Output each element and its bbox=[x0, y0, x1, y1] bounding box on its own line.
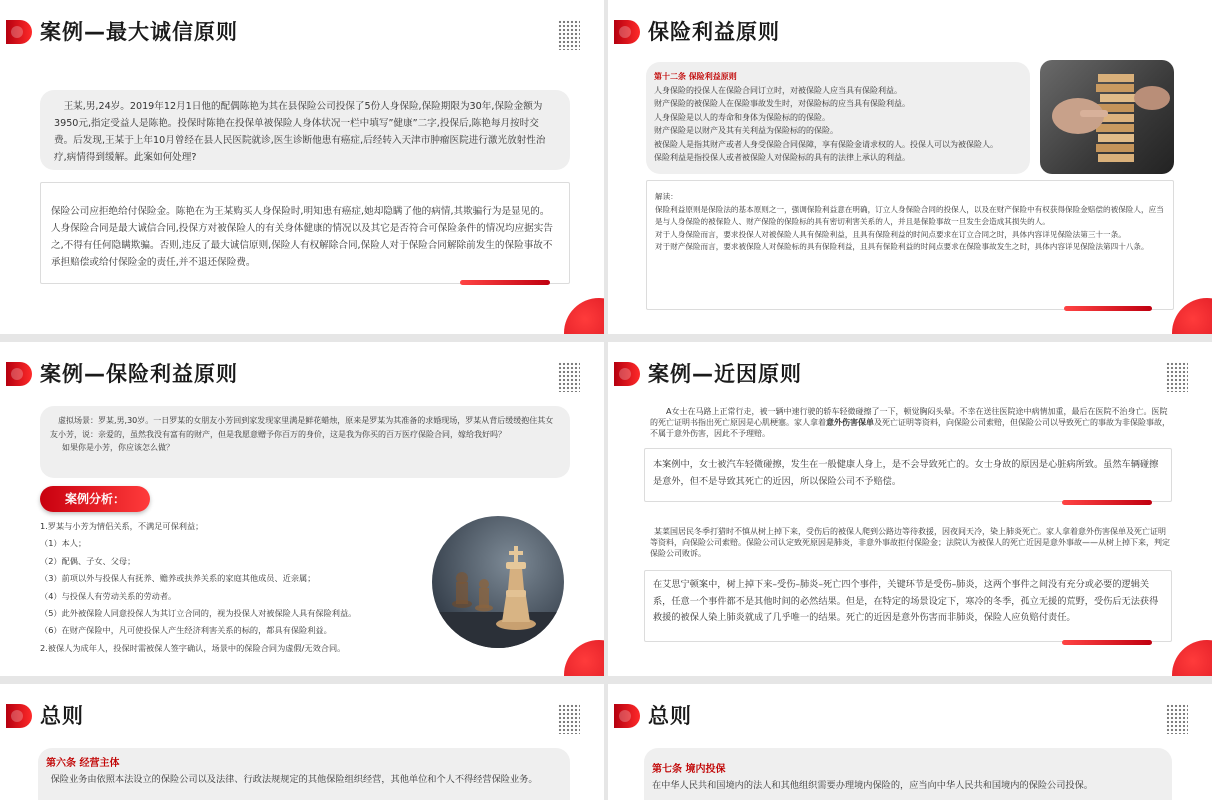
chess-photo bbox=[432, 516, 564, 648]
analysis-item: （2）配偶、子女、父母； bbox=[40, 555, 136, 566]
case2-text: 某菜国居民冬季打猎时不慎从树上掉下来，受伤后的被保人爬到公路边等待救援，因夜间天冷，染上肺炎死亡。家人拿着意外伤害保单及死亡证明等资料，向保险公司索赔。保险公司认定致死原因是肺炎，非意外事故拒付保险金；法院认为被保人的死亡近因是意外事故——从树上掉下来，判定保险公司败诉。 bbox=[650, 527, 1170, 558]
article-line: 财产保险的被保险人在保险事故发生时，对保险标的应当具有保险利益。 bbox=[654, 99, 910, 108]
answer2-text: 在艾思宁顿案中，树上掉下来–受伤–肺炎–死亡四个事件，关键环节是受伤–肺炎，这两个事件之间没有充分或必要的逻辑关系，任意一个事件都不是其他时间的必然结果。但是，在特定的场景设定下，寒冷的冬季，孤立无援的荒野，受伤后无法获得救援的被保人染上肺炎就成了几乎唯一的结果。死亡的近因是意外伤害而非肺炎，保险人应负赔付责任。 bbox=[653, 579, 1159, 623]
article-panel bbox=[646, 62, 1030, 174]
analysis-item: （4）与投保人有劳动关系的劳动者。 bbox=[40, 590, 177, 601]
title-marker-icon bbox=[6, 704, 32, 728]
slide-title: 案例—最大诚信原则 bbox=[40, 20, 238, 44]
title-marker-icon bbox=[6, 20, 32, 44]
case1-text-part: A女士在马路上正常行走，被一辆中速行驶的轿车轻微碰擦了一下，顿觉胸闷头晕。不幸在送往医院途中病情加重，最后在医院不治身亡。医院的死亡证明书指出死亡原因是心肌梗塞。家人拿着 bbox=[650, 407, 1168, 427]
slide-title: 案例—保险利益原则 bbox=[40, 362, 238, 386]
article-heading: 第十二条 保险利益原则 bbox=[654, 72, 737, 81]
corner-decoration bbox=[564, 298, 604, 334]
title-marker-icon bbox=[614, 20, 640, 44]
title-marker-icon bbox=[614, 362, 640, 386]
analysis-item: （5）此外被保险人同意投保人为其订立合同的，视为投保人对被保险人具有保险利益。 bbox=[40, 608, 357, 619]
case-text: 王某,男,24岁。2019年12月1日他的配偶陈艳为其在县保险公司投保了5份人身保险,保险期限为30年,保险金额为3950元,指定受益人是陈艳。投保时陈艳在投保单被保险人身体状况一栏中填写”健康”二字,投保后,陈艳每月按时交费。后发现,王某于上年10月曾经在县人民医院就诊,医生诊断他患有癌症,后经转入天津市肿瘤医院进行激光放射性治疗,病情得到缓解。此案如何处理? bbox=[54, 101, 546, 163]
red-accent-bar bbox=[1062, 640, 1152, 645]
analysis-item: 2.被保人为成年人，投保时需被保人签字确认，场景中的保险合同为虚假/无效合同。 bbox=[40, 642, 346, 653]
jenga-tower-icon bbox=[1040, 60, 1174, 174]
answer-text: 保险公司应拒绝给付保险金。陈艳在为王某购买人身保险时,明知患有癌症,她却隐瞒了他的病情,其欺骗行为是显见的。人身保险合同是最大诚信合同,投保方对被保险人的有关身体健康的情况以及其它是否符合可保险条件的情况均应据实告之,不得有任何隐瞒欺骗。否则,违反了最大诚信原则,保险人有权解除合同,保险人对于保险合同解除前发生的保险事故不承担赔偿或给付保险金的责任,并不退还保险费。 bbox=[51, 206, 553, 268]
article-line: 保险利益是指投保人或者被保险人对保险标的具有的法律上承认的利益。 bbox=[654, 153, 910, 162]
slide-general-provisions-6[interactable] bbox=[0, 684, 604, 800]
case1-text bbox=[650, 406, 1172, 439]
interpretation-line: 对于财产保险而言，要求被保险人对保险标的具有保险利益，且具有保险利益的时间点要求在保险事故发生之时，具体内容详见保险法第四十八条。 bbox=[655, 242, 1149, 251]
analysis-label: 案例分析： bbox=[64, 492, 125, 506]
scenario-panel bbox=[40, 406, 570, 478]
dot-grid-decoration bbox=[558, 704, 580, 734]
article-heading: 第六条 经营主体 bbox=[46, 758, 120, 769]
slide-insurable-interest[interactable] bbox=[608, 0, 1212, 334]
case1-highlight: 意外伤害保单 bbox=[826, 418, 874, 427]
slide-title: 总则 bbox=[40, 704, 84, 728]
title-marker-icon bbox=[6, 362, 32, 386]
case-panel bbox=[40, 90, 570, 170]
slide-case-utmost-good-faith[interactable] bbox=[0, 0, 604, 334]
scenario-question: 如果你是小芳，你应该怎么做？ bbox=[62, 443, 174, 452]
article-line: 被保险人是指其财产或者人身受保险合同保障，享有保险金请求权的人。投保人可以为被保险人。 bbox=[654, 139, 998, 149]
chess-king-icon bbox=[432, 516, 564, 648]
slide-title: 总则 bbox=[648, 704, 692, 728]
red-accent-bar bbox=[460, 280, 550, 285]
analysis-item: （6）在财产保险中，凡可使投保人产生经济利害关系的标的，都具有保险利益。 bbox=[40, 625, 332, 636]
interpretation-line: 对于人身保险而言，要求投保人对被保险人具有保险利益，且具有保险利益的时间点要求在订立合同之时，具体内容详见保险法第三十一条。 bbox=[655, 229, 1126, 239]
dot-grid-decoration bbox=[1166, 704, 1188, 734]
article-line: 财产保险是以财产及其有关利益为保险标的的保险。 bbox=[654, 126, 838, 135]
slide-title: 保险利益原则 bbox=[648, 20, 780, 44]
dot-grid-decoration bbox=[558, 20, 580, 50]
analysis-label-badge bbox=[40, 486, 150, 512]
red-accent-bar bbox=[1064, 306, 1152, 311]
answer1-panel bbox=[644, 448, 1172, 502]
article-text: 在中华人民共和国境内的法人和其他组织需要办理境内保险的，应当向中华人民共和国境内的保险公司投保。 bbox=[652, 780, 1093, 791]
jenga-photo bbox=[1040, 60, 1174, 174]
title-marker-icon bbox=[614, 704, 640, 728]
dot-grid-decoration bbox=[558, 362, 580, 392]
interpretation-panel bbox=[646, 180, 1174, 310]
analysis-list bbox=[40, 518, 430, 657]
interpretation-line: 保险利益原则是保险法的基本原则之一，强调保险利益意在明确，订立人身保险合同的投保人，以及在财产保险中有权获得保险金赔偿的被保险人，应当是与人身保险的被保险人、财产保险的保险标的具有密切利害关系的人，并且是保险事故一旦发生会造成其损失的人。 bbox=[655, 204, 1164, 226]
article-panel bbox=[38, 748, 570, 800]
corner-decoration bbox=[564, 640, 604, 676]
scenario-text: 虚拟场景：罗某,男,30岁。一日罗某的女朋友小芳回到家发现家里满是鲜花蜡烛，原来是罗某为其准备的求婚现场，罗某从背后缓缓抱住其女友小芳，说：亲爱的，虽然我没有富有的财产，但是我愿意赠予你百万的身价，这是我为你买的百万医疗保险合同，嫁给我好吗？ bbox=[50, 416, 554, 439]
article-panel bbox=[644, 748, 1172, 800]
article-line: 人身保险是以人的寿命和身体为保险标的的保险。 bbox=[654, 112, 830, 122]
article-text: 保险业务由依照本法设立的保险公司以及法律、行政法规规定的其他保险组织经营，其他单位和个人不得经营保险业务。 bbox=[50, 774, 538, 785]
answer-panel bbox=[40, 182, 570, 284]
analysis-item: （1）本人； bbox=[40, 538, 87, 549]
answer1-text: 本案例中，女士被汽车轻微碰擦，发生在一般健康人身上，是不会导致死亡的。女士身故的原因是心脏病所致。虽然车辆碰擦是意外，但不是导致其死亡的近因，所以保险公司不予赔偿。 bbox=[653, 459, 1159, 487]
slide-case-proximate-cause[interactable] bbox=[608, 342, 1212, 676]
corner-decoration bbox=[1172, 640, 1212, 676]
corner-decoration bbox=[1172, 298, 1212, 334]
analysis-item: （3）前项以外与投保人有抚养、赡养或扶养关系的家庭其他成员、近亲属； bbox=[40, 573, 316, 584]
analysis-item: 1.罗某与小芳为情侣关系，不满足可保利益； bbox=[40, 521, 204, 531]
slide-title: 案例—近因原则 bbox=[648, 362, 802, 386]
answer2-panel bbox=[644, 570, 1172, 642]
red-accent-bar bbox=[1062, 500, 1152, 505]
interpretation-heading: 解读： bbox=[655, 192, 678, 201]
dot-grid-decoration bbox=[1166, 362, 1188, 392]
article-heading: 第七条 境内投保 bbox=[652, 764, 726, 775]
slide-case-insurable-interest[interactable] bbox=[0, 342, 604, 676]
slide-general-provisions-7[interactable] bbox=[608, 684, 1212, 800]
article-line: 人身保险的投保人在保险合同订立时，对被保险人应当具有保险利益。 bbox=[654, 85, 902, 95]
case1-text-part: 及死亡证明等资料，向保险公司索赔，但保险公司以导致死亡的事故为非保险事故，不属于意外伤害，因此不予理赔。 bbox=[650, 418, 1170, 438]
